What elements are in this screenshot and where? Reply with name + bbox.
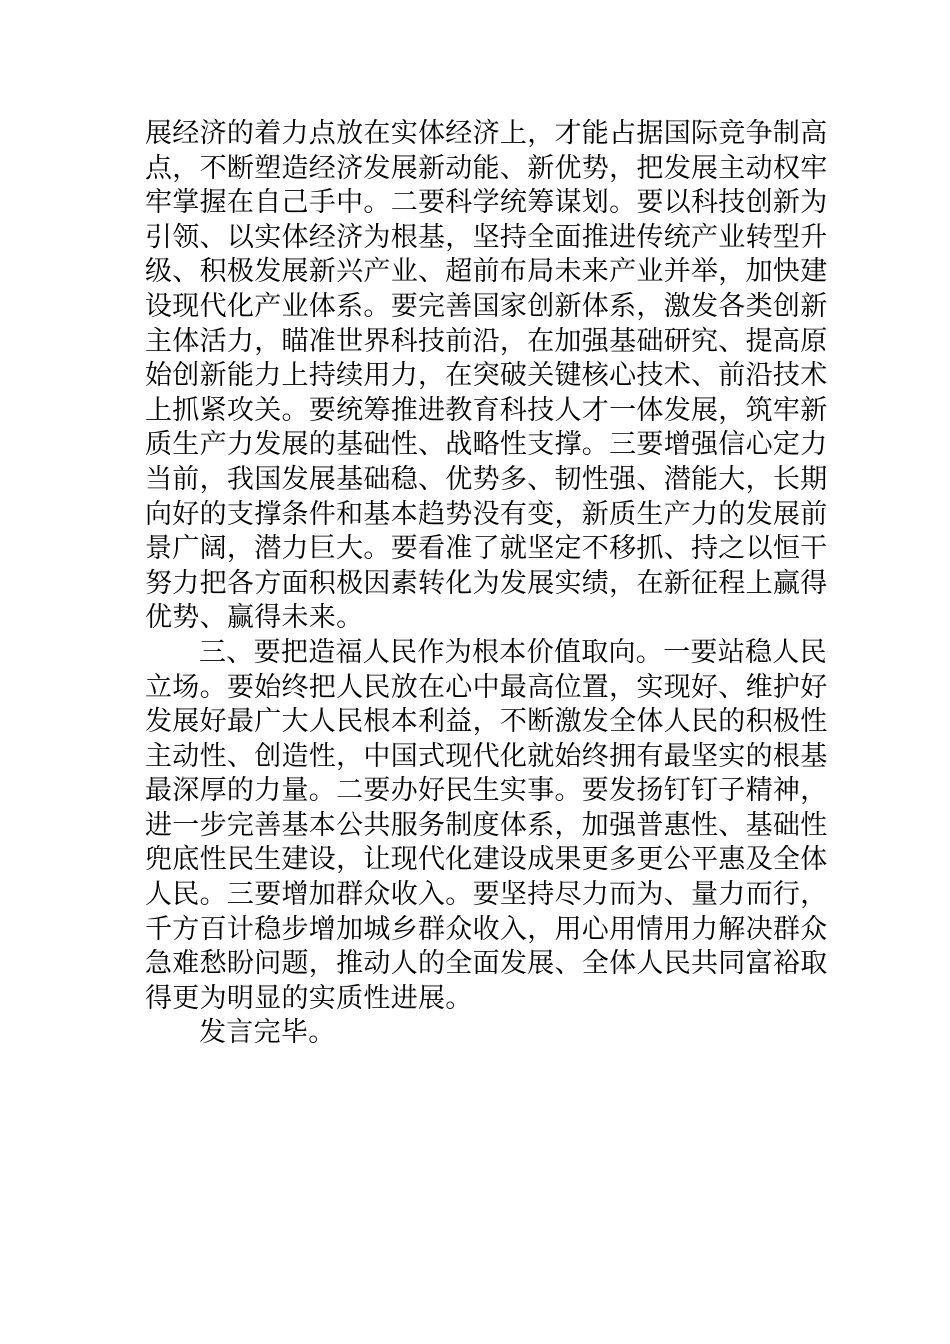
text-line: 优势、赢得未来。: [145, 602, 364, 634]
text-line: 进一步完善基本公共服务制度体系，加强普惠性、基础性: [145, 809, 828, 841]
text-line: 主动性、创造性，中国式现代化就始终拥有最坚实的根基: [145, 740, 828, 772]
text-line: 努力把各方面积极因素转化为发展实绩，在新征程上赢得: [145, 567, 828, 599]
text-line: 千方百计稳步增加城乡群众收入，用心用情用力解决群众: [145, 913, 828, 945]
text-line: 人民。三要增加群众收入。要坚持尽力而为、量力而行，: [145, 879, 828, 911]
text-line: 最深厚的力量。二要办好民生实事。要发扬钉钉子精神，: [145, 775, 828, 807]
text-line: 兜底性民生建设，让现代化建设成果更多更公平惠及全体: [145, 844, 828, 876]
text-line: 景广阔，潜力巨大。要看准了就坚定不移抓、持之以恒干: [145, 533, 828, 565]
text-line: 急难愁盼问题，推动人的全面发展、全体人民共同富裕取: [145, 948, 828, 980]
text-line: 级、积极发展新兴产业、超前布局未来产业并举，加快建: [145, 256, 828, 288]
text-line: 主体活力，瞄准世界科技前沿，在加强基础研究、提高原: [145, 325, 828, 357]
text-line: 展经济的着力点放在实体经济上，才能占据国际竞争制高: [145, 118, 828, 149]
text-line: 始创新能力上持续用力，在突破关键核心技术、前沿技术: [145, 360, 828, 392]
text-line: 当前，我国发展基础稳、优势多、韧性强、潜能大，长期: [145, 463, 828, 495]
text-line: 设现代化产业体系。要完善国家创新体系，激发各类创新: [145, 290, 828, 322]
text-line: 立场。要始终把人民放在心中最高位置，实现好、维护好: [145, 671, 828, 703]
text-line: 引领、以实体经济为根基，坚持全面推进传统产业转型升: [145, 221, 828, 253]
closing-line: 发言完毕。: [199, 1017, 336, 1049]
text-line: 上抓紧攻关。要统筹推进教育科技人才一体发展，筑牢新: [145, 394, 828, 426]
text-line: 质生产力发展的基础性、战略性支撑。三要增强信心定力: [145, 429, 828, 461]
text-line: 得更为明显的实质性进展。: [145, 982, 473, 1014]
paragraph-start-line: 三、要把造福人民作为根本价值取向。一要站稳人民: [199, 636, 827, 668]
text-line: 点，不断塑造经济发展新动能、新优势，把发展主动权牢: [145, 152, 828, 184]
text-line: 发展好最广大人民根本利益，不断激发全体人民的积极性: [145, 706, 828, 738]
text-line: 向好的支撑条件和基本趋势没有变，新质生产力的发展前: [145, 498, 828, 530]
text-line: 牢掌握在自己手中。二要科学统筹谋划。要以科技创新为: [145, 187, 828, 219]
body-text: [145, 117, 828, 1051]
